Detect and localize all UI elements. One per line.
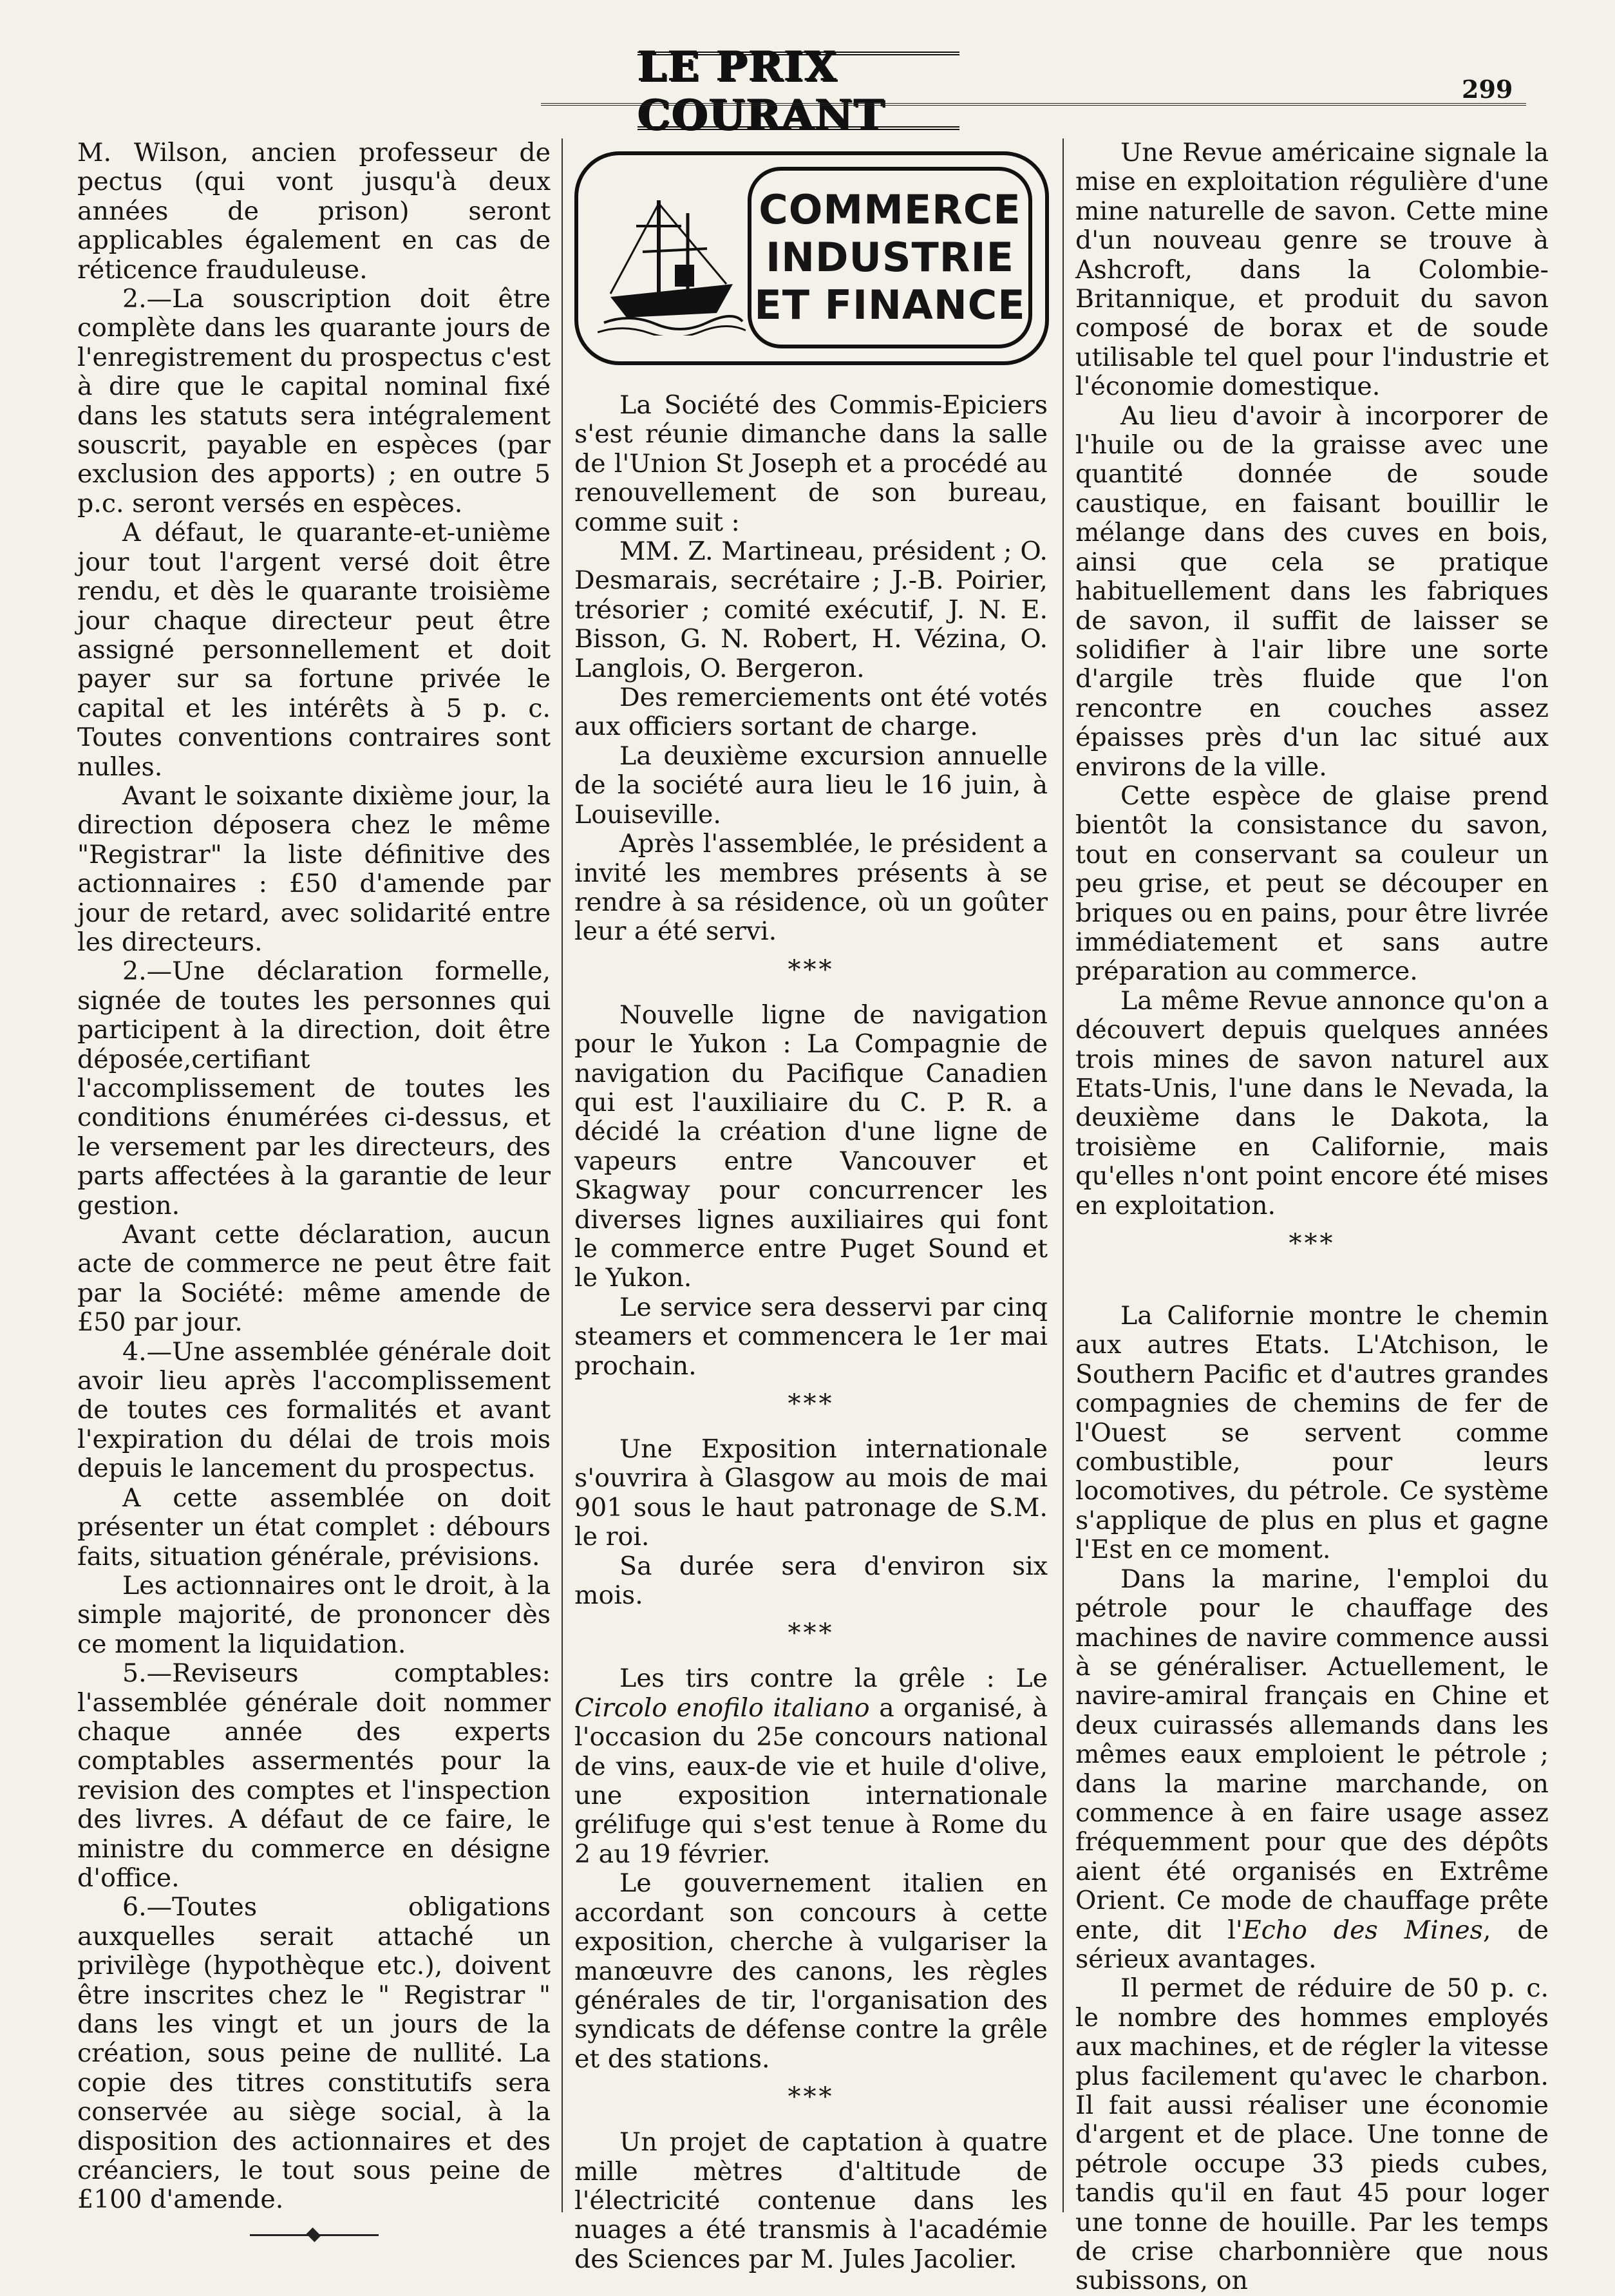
paragraph: Un projet de captation à quatre mille mètres d'altitude de l'électricité contenue dans les nuages a été transmis à l'académie des Sciences par M. Jules Jacolier. [574, 2127, 1048, 2274]
paragraph: 2.—Une déclaration formelle, signée de toutes les personnes qui participent à la direction, doit être déposée,certifiant l'accomplissement de toutes les conditions énumérées ci-dessus, et le versement par les directeurs, des parts affectées à la garantie de leur gestion. [77, 956, 551, 1220]
paragraph: Le service sera desservi par cinq steamers et commencera le 1er mai prochain. [574, 1292, 1048, 1381]
paragraph: Les actionnaires ont le droit, à la simple majorité, de prononcer dès ce moment la liquidation. [77, 1570, 551, 1659]
section-separator: *** [788, 1389, 835, 1419]
banner-line: INDUSTRIE [766, 234, 1014, 281]
paragraph: 6.—Toutes obligations auxquelles serait attaché un privilège (hypothèque etc.), doivent être inscrites chez le " Registrar " dans les vingt et un jours de la création, sous peine de nullité. La copie des titres constitutifs sera conservée au siège social, à la disposition des actionnaires et des créanciers, le tout sous peine de £100 d'amende. [77, 1892, 551, 2215]
paragraph: Avant le soixante dixième jour, la direction déposera chez le même "Registrar" la liste définitive des actionnaires : £50 d'amende par jour de retard, avec solidarité entre les directeurs. [77, 781, 551, 957]
column-3 [1075, 138, 1549, 2296]
text-run: a organisé, à l'occasion du 25e concours national de vins, eaux-de vie et huile d'olive, une exposition internationale grélifuge qui s'est tenue à Rome du 2 au 19 février. [574, 1693, 1048, 1869]
paragraph: Une Revue américaine signale la mise en exploitation régulière d'une mine naturelle de savon. Cette mine d'un nouveau genre se trouve à Ashcroft, dans la Colombie-Britannique, et produit du savon composé de borax et de soude utilisable tel quel pour l'industrie et l'économie domestique. [1075, 138, 1549, 402]
paragraph: Au lieu d'avoir à incorporer de l'huile ou de la graisse avec une quantité donnée de soude caustique, en faisant bouillir le mélange dans des cuves en bois, ainsi que cela se pratique habituellement dans les fabriques de savon, il suffit de laisser se solidifier à l'air libre une sorte d'argile très fluide que l'on rencontre en couches assez épaisses près d'un lac situé aux environs de la ville. [1075, 401, 1549, 782]
paragraph: La Californie montre le chemin aux autres Etats. L'Atchison, le Southern Pacific et d'autres grandes compagnies de chemins de fer de l'Ouest se servent comme combustible, pour leurs locomotives, du pétrole. Ce système s'applique de plus en plus et gagne l'Est en ce moment. [1075, 1301, 1549, 1565]
paragraph: La deuxième excursion annuelle de la société aura lieu le 16 juin, à Louiseville. [574, 741, 1048, 830]
paragraph: Une Exposition internationale s'ouvrira à Glasgow au mois de mai 901 sous le haut patronage de S.M. le roi. [574, 1434, 1048, 1552]
banner-line: ET FINANCE [754, 281, 1026, 328]
banner-title [748, 167, 1032, 348]
header-rule [541, 103, 1526, 106]
paragraph: Cette espèce de glaise prend bientôt la consistance du savon, tout en conservant sa couleur un peu grise, et peut se découper en briques ou en pains, pour être livrée immédiatement et sans autre préparation au commerce. [1075, 781, 1549, 987]
paragraph: 2.—La souscription doit être complète dans les quarante jours de l'enregistrement du prospectus c'est à dire que le capital nominal fixé dans les statuts sera intégralement souscrit, payable en espèces (par exclusion des apports) ; en outre 5 p.c. seront versés en espèces. [77, 284, 551, 518]
text-run: , de sérieux avantages. [1075, 1915, 1549, 1974]
paragraph [574, 1664, 1048, 1869]
paragraph: Après l'assemblée, le président a invité les membres présents à se rendre à sa résidence, où un goûter leur a été servi. [574, 829, 1048, 947]
masthead [0, 39, 1615, 139]
ship-icon [598, 175, 746, 336]
italic-run: Echo des Mines [1242, 1915, 1483, 1945]
paragraph: A défaut, le quarante-et-unième jour tout l'argent versé doit être rendu, et dès le quarante troisième jour chaque directeur peut être assigné personnellement et doit payer sur sa fortune privée le capital et les intérêts à 5 p. c. Toutes conventions contraires sont nulles. [77, 518, 551, 782]
paragraph: Des remerciements ont été votés aux officiers sortant de charge. [574, 683, 1048, 742]
page-number: 299 [1462, 75, 1513, 104]
section-separator: *** [788, 1618, 835, 1649]
newspaper-logo: LE PRIX COURANT [638, 52, 959, 130]
column-1 [77, 138, 551, 2236]
section-separator: *** [1289, 1229, 1336, 1259]
column-divider [562, 138, 563, 2212]
banner-line: COMMERCE [759, 186, 1021, 233]
paragraph: A cette assemblée on doit présenter un état complet : débours faits, situation générale, prévisions. [77, 1483, 551, 1571]
paragraph: Il permet de réduire de 50 p. c. le nombre des hommes employés aux machines, et de régler la vitesse plus facilement qu'avec le charbon. Il fait aussi réaliser une économie d'argent et de place. Une tonne de pétrole occupe 33 pieds cubes, tandis qu'il en faut 45 pour loger une tonne de houille. Par les temps de crise charbonnière que nous subissons, on [1075, 1973, 1549, 2296]
end-ornament [250, 2234, 379, 2236]
paragraph: 5.—Reviseurs comptables: l'assemblée générale doit nommer chaque année des experts comptables assermentés pour la revision des comptes et l'inspection des livres. A défaut de ce faire, le ministre du commerce en désigne d'office. [77, 1658, 551, 1893]
section-separator: *** [788, 2082, 835, 2112]
paragraph: MM. Z. Martineau, président ; O. Desmarais, secrétaire ; J.-B. Poirier, trésorier ; comité exécutif, J. N. E. Bisson, G. N. Robert, H. Vézina, O. Langlois, O. Bergeron. [574, 536, 1048, 683]
italic-run: Circolo enofilo italiano [574, 1693, 870, 1723]
column-divider [1062, 138, 1064, 2212]
paragraph: La même Revue annonce qu'on a découvert depuis quelques années trois mines de savon naturel aux Etats-Unis, l'une dans le Nevada, la deuxième dans le Dakota, la troisième en Californie, mais qu'elles n'ont point encore été mises en exploitation. [1075, 985, 1549, 1220]
text-run: Les tirs contre la grêle : Le [619, 1664, 1048, 1694]
paragraph: M. Wilson, ancien professeur de pectus (qui vont jusqu'à deux années de prison) seront applicables également en cas de réticence frauduleuse. [77, 138, 551, 285]
paragraph: Nouvelle ligne de navigation pour le Yukon : La Compagnie de navigation du Pacifique Canadien qui est l'auxiliaire du C. P. R. a décidé la création d'une ligne de vapeurs entre Vancouver et Skagway pour concurrencer les diverses lignes auxiliaires qui font le commerce entre Puget Sound et le Yukon. [574, 1000, 1048, 1293]
paragraph: Avant cette déclaration, aucun acte de commerce ne peut être fait par la Société: même amende de £50 par jour. [77, 1220, 551, 1338]
paragraph: 4.—Une assemblée générale doit avoir lieu après l'accomplissement de toutes ces formalités et avant l'expiration du délai de trois mois depuis le lancement du prospectus. [77, 1336, 551, 1484]
section-separator: *** [788, 954, 835, 985]
column-2 [574, 138, 1048, 2274]
paragraph: La Société des Commis-Epiciers s'est réunie dimanche dans la salle de l'Union St Joseph et a procédé au renouvellement de son bureau, comme suit : [574, 390, 1048, 537]
paragraph: Sa durée sera d'environ six mois. [574, 1551, 1048, 1611]
paragraph [1075, 1565, 1549, 1975]
section-banner [574, 151, 1049, 365]
paragraph: Le gouvernement italien en accordant son concours à cette exposition, cherche à vulgariser la manœuvre des canons, les règles générales de tir, l'organisation des syndicats de défense contre la grêle et des stations. [574, 1868, 1048, 2074]
text-run: Dans la marine, l'emploi du pétrole pour le chauffage des machines de navire commence aussi à se généraliser. Actuellement, le navire-amiral français en Chine et deux cuirassés allemands dans les mêmes eaux emploient le pétrole ; dans la marine marchande, on commence à en faire usage assez fréquemment pour que des dépôts aient été organisés en Extrême Orient. Ce mode de chauffage prête ente, dit l' [1075, 1564, 1549, 1945]
